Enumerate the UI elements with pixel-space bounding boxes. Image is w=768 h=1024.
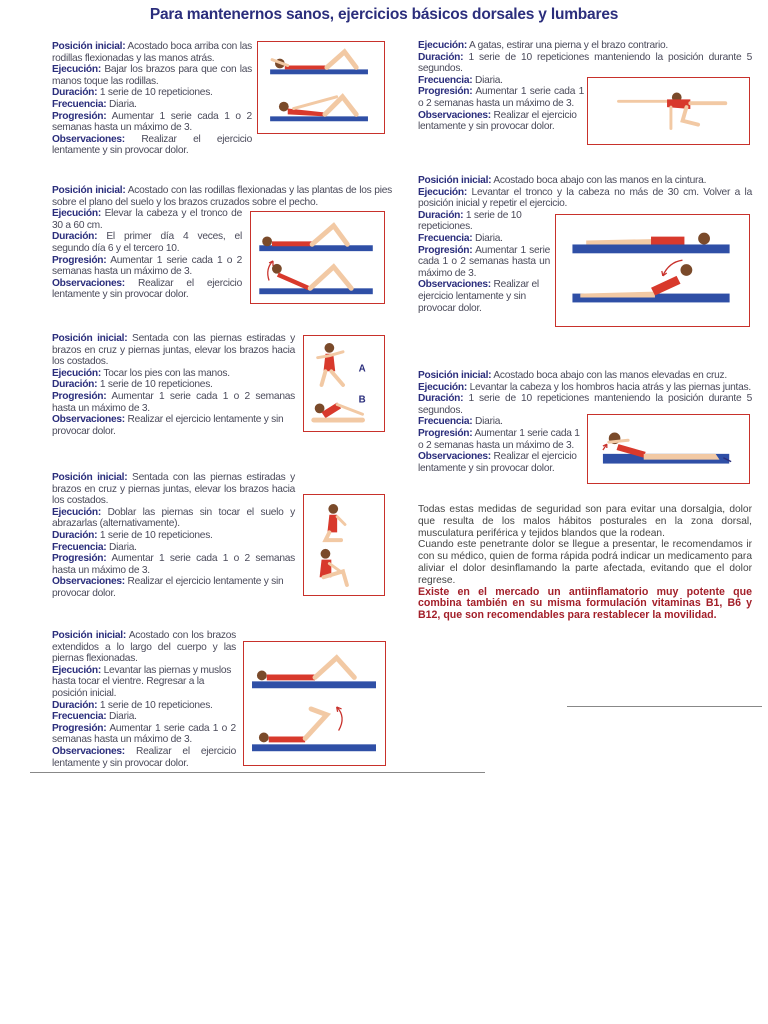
divider-right bbox=[567, 706, 762, 707]
note-paragraph-2: Cuando este penetrante dolor se llegue a presentar, le recomendamos ir con su médico, quien de forma rápida podrá indicar un medicamento para aliviar el dolor desinflamando la parte afectada, evitando que el dolor regrese. bbox=[418, 539, 752, 586]
person-lying-legs-bent-figure bbox=[257, 658, 354, 681]
label-duracion: Duración: bbox=[52, 231, 98, 243]
person-seated-arms-out-figure bbox=[318, 343, 343, 385]
ex2-progresion: Aumentar 1 serie cada 1 o 2 semanas hasta un máximo de 3. bbox=[52, 254, 242, 278]
label-ejecucion: Ejecución: bbox=[52, 208, 102, 220]
ex3-observaciones: Realizar el ejercicio lentamente y sin provocar dolor. bbox=[52, 414, 284, 437]
label-frecuencia: Frecuencia: bbox=[418, 74, 473, 86]
ex5-duracion: 1 serie de 10 repeticiones. bbox=[99, 699, 213, 711]
label-ejecucion: Ejecución: bbox=[418, 381, 468, 393]
ex6-observaciones: Realizar el ejercicio lentamente y sin provocar dolor. bbox=[418, 109, 577, 133]
figure-label-b: B bbox=[358, 394, 366, 406]
label-progresion: Progresión: bbox=[418, 244, 473, 256]
label-observaciones: Observaciones: bbox=[418, 109, 491, 121]
ex4-observaciones: Realizar el ejercicio lentamente y sin provocar dolor. bbox=[52, 576, 284, 599]
label-posicion: Posición inicial: bbox=[52, 185, 126, 196]
label-duracion: Duración: bbox=[52, 529, 98, 541]
label-duracion: Duración: bbox=[418, 51, 464, 63]
person-hugging-knees-figure bbox=[320, 549, 347, 585]
label-duracion: Duración: bbox=[52, 87, 98, 99]
ex1-ejecucion: Bajar los brazos para que con las manos toque las rodillas. bbox=[52, 64, 252, 87]
ex2-posicion: Acostado con las rodillas flexionadas y las plantas de los pies sobre el plano del suelo y los brazos cruzados sobre el pecho. bbox=[52, 185, 392, 208]
ex7-posicion: Acostado boca abajo con las manos en la cintura. bbox=[493, 175, 707, 186]
figure-label-a: A bbox=[358, 363, 366, 375]
label-observaciones: Observaciones: bbox=[418, 279, 491, 291]
label-progresion: Progresión: bbox=[52, 390, 107, 402]
closing-note bbox=[418, 504, 752, 622]
label-progresion: Progresión: bbox=[52, 722, 107, 734]
ex6-frecuencia: Diaria. bbox=[475, 74, 503, 86]
ex1-progresion: Aumentar 1 serie cada 1 o 2 semanas hasta un máximo de 3. bbox=[52, 110, 252, 134]
note-promo-paragraph: Existe en el mercado un antiinflamatorio muy potente que combina también en su misma formulación vitaminas B1, B6 y B12, que son recomendables para restablecer la movilidad. bbox=[418, 585, 752, 622]
note-paragraph-1: Todas estas medidas de seguridad son para evitar una dorsalgia, dolor que resulta de los malos hábitos posturales en la zona dorsal, musculatura periférica y tejidos blandos que la rodean. bbox=[418, 504, 752, 539]
label-observaciones: Observaciones: bbox=[418, 451, 491, 463]
exercise-1-figure bbox=[257, 41, 385, 134]
ex4-frecuencia: Diaria. bbox=[109, 541, 137, 553]
person-crunch-up-figure bbox=[268, 261, 351, 290]
exercise-8-figure bbox=[587, 414, 750, 484]
label-frecuencia: Frecuencia: bbox=[52, 541, 107, 553]
label-observaciones: Observaciones: bbox=[52, 576, 125, 588]
ex8-frecuencia: Diaria. bbox=[475, 416, 503, 428]
exercise-7-figure bbox=[555, 214, 750, 327]
ex5-progresion: Aumentar 1 serie cada 1 o 2 semanas hasta un máximo de 3. bbox=[52, 722, 236, 746]
label-ejecucion: Ejecución: bbox=[418, 40, 468, 51]
label-observaciones: Observaciones: bbox=[52, 745, 125, 757]
ex1-observaciones: Realizar el ejercicio lentamente y sin provocar dolor. bbox=[52, 133, 252, 157]
ex3-posicion: Sentada con las piernas estiradas y brazos en cruz y piernas juntas, elevar los brazos hacia los costados. bbox=[52, 333, 295, 368]
ex7-ejecucion: Levantar el tronco y la cabeza no más de 30 cm. Volver a la posición inicial y repetir el ejercicio. bbox=[418, 186, 752, 210]
ex7-observaciones: Realizar el ejercicio lentamente y sin provocar dolor. bbox=[418, 279, 539, 314]
label-progresion: Progresión: bbox=[52, 553, 107, 565]
ex8-posicion: Acostado boca abajo con las manos elevadas en cruz. bbox=[493, 370, 727, 381]
exercise-6-figure bbox=[587, 77, 750, 145]
ex4-progresion: Aumentar 1 serie cada 1 o 2 semanas hasta un máximo de 3. bbox=[52, 553, 295, 576]
label-posicion: Posición inicial: bbox=[418, 370, 492, 381]
ex6-ejecucion: A gatas, estirar una pierna y el brazo contrario. bbox=[469, 40, 669, 51]
label-duracion: Duración: bbox=[418, 209, 464, 221]
person-knees-to-chest-figure bbox=[259, 707, 342, 742]
ex5-posicion: Acostado con los brazos extendidos a lo largo del cuerpo y las piernas flexionadas. bbox=[52, 630, 236, 665]
exercise-5-text bbox=[52, 630, 236, 769]
exercise-3-figure bbox=[303, 335, 385, 432]
exercise-1-text bbox=[52, 41, 252, 157]
ex3-progresion: Aumentar 1 serie cada 1 o 2 semanas hasta un máximo de 3. bbox=[52, 390, 295, 414]
person-lying-knees-up-figure bbox=[272, 52, 356, 70]
ex4-ejecucion: Doblar las piernas sin tocar el suelo y abrazarlas (alternativamente). bbox=[52, 506, 295, 530]
ex2-duracion: El primer día 4 veces, el segundo día 6 y el tercero 10. bbox=[52, 231, 242, 254]
exercise-2-figure bbox=[250, 211, 385, 304]
label-posicion: Posición inicial: bbox=[52, 41, 126, 52]
exercise-5-figure bbox=[243, 641, 386, 766]
label-ejecucion: Ejecución: bbox=[418, 186, 468, 198]
exercise-mat bbox=[259, 288, 373, 294]
ex4-duracion: 1 serie de 10 repeticiones. bbox=[99, 529, 213, 541]
label-progresion: Progresión: bbox=[418, 86, 473, 98]
page-title: Para mantenernos sanos, ejercicios básicos dorsales y lumbares bbox=[149, 6, 619, 23]
ex2-observaciones: Realizar el ejercicio lentamente y sin provocar dolor. bbox=[52, 277, 242, 301]
ex8-duracion: 1 serie de 10 repeticiones manteniendo la posición durante 5 segundos. bbox=[418, 393, 752, 416]
divider-bottom bbox=[30, 772, 485, 773]
person-prone-lift-figure bbox=[580, 260, 692, 297]
exercise-mat bbox=[270, 116, 368, 121]
ex3-duracion: 1 serie de 10 repeticiones. bbox=[99, 379, 213, 391]
ex5-ejecucion: Levantar las piernas y muslos hasta tocar el vientre. Regresar a la posición inicial. bbox=[52, 664, 232, 699]
label-ejecucion: Ejecución: bbox=[52, 506, 102, 518]
ex7-frecuencia: Diaria. bbox=[475, 232, 503, 244]
exercise-mat bbox=[572, 244, 729, 253]
label-ejecucion: Ejecución: bbox=[52, 664, 102, 676]
ex8-progresion: Aumentar 1 serie cada 1 o 2 semanas hasta un máximo de 3. bbox=[418, 427, 580, 451]
exercise-mat bbox=[252, 744, 376, 751]
ex5-frecuencia: Diaria. bbox=[109, 711, 137, 723]
label-progresion: Progresión: bbox=[418, 427, 473, 439]
ex5-observaciones: Realizar el ejercicio lentamente y sin provocar dolor. bbox=[52, 745, 236, 769]
label-frecuencia: Frecuencia: bbox=[418, 416, 473, 428]
ex6-progresion: Aumentar 1 serie cada 1 o 2 semanas hasta un máximo de 3. bbox=[418, 86, 584, 109]
label-ejecucion: Ejecución: bbox=[52, 64, 102, 76]
label-duracion: Duración: bbox=[52, 379, 98, 391]
ex3-ejecucion: Tocar los pies con las manos. bbox=[103, 367, 230, 379]
label-duracion: Duración: bbox=[418, 393, 464, 405]
ex8-ejecucion: Levantar la cabeza y los hombros hacia atrás y las piernas juntas. bbox=[469, 381, 751, 393]
ex6-duracion: 1 serie de 10 repeticiones manteniendo la posición durante 5 segundos. bbox=[418, 51, 752, 75]
person-on-all-fours-figure bbox=[619, 93, 726, 129]
person-crunch-start-figure bbox=[262, 226, 347, 247]
person-prone-flat-figure bbox=[586, 233, 710, 245]
person-reaching-knees-figure bbox=[279, 97, 356, 117]
ex1-duracion: 1 serie de 10 repeticiones. bbox=[99, 87, 213, 99]
ex7-duracion: 1 serie de 10 repeticiones. bbox=[418, 209, 522, 233]
label-posicion: Posición inicial: bbox=[52, 333, 128, 344]
ex7-progresion: Aumentar 1 serie cada 1 o 2 semanas hasta un máximo de 3. bbox=[418, 244, 550, 279]
person-seated-upright-figure bbox=[325, 504, 345, 540]
exercise-4-figure bbox=[303, 494, 385, 596]
ex4-posicion: Sentada con las piernas estiradas y brazos en cruz y piernas juntas, elevar los brazos hacia los costados. bbox=[52, 472, 295, 507]
ex8-observaciones: Realizar el ejercicio lentamente y sin provocar dolor. bbox=[418, 451, 577, 474]
label-posicion: Posición inicial: bbox=[418, 175, 492, 186]
ex1-posicion: Acostado boca arriba con las rodillas flexionadas y las manos atrás. bbox=[52, 41, 252, 64]
exercise-4-text bbox=[52, 472, 295, 600]
label-frecuencia: Frecuencia: bbox=[418, 232, 473, 244]
label-observaciones: Observaciones: bbox=[52, 133, 125, 145]
label-observaciones: Observaciones: bbox=[52, 414, 125, 426]
exercise-mat bbox=[270, 69, 368, 74]
label-progresion: Progresión: bbox=[52, 110, 107, 122]
label-duracion: Duración: bbox=[52, 699, 98, 711]
label-posicion: Posición inicial: bbox=[52, 630, 126, 641]
label-posicion: Posición inicial: bbox=[52, 472, 128, 483]
label-ejecucion: Ejecución: bbox=[52, 367, 102, 379]
ex1-frecuencia: Diaria. bbox=[109, 98, 137, 110]
person-seated-toe-touch-figure bbox=[314, 403, 363, 421]
ex2-ejecucion: Elevar la cabeza y el tronco de 30 a 60 cm. bbox=[52, 208, 242, 231]
label-progresion: Progresión: bbox=[52, 254, 107, 266]
exercise-mat bbox=[252, 681, 376, 688]
label-frecuencia: Frecuencia: bbox=[52, 711, 107, 723]
label-observaciones: Observaciones: bbox=[52, 277, 125, 289]
label-frecuencia: Frecuencia: bbox=[52, 98, 107, 110]
exercise-3-text bbox=[52, 333, 295, 437]
